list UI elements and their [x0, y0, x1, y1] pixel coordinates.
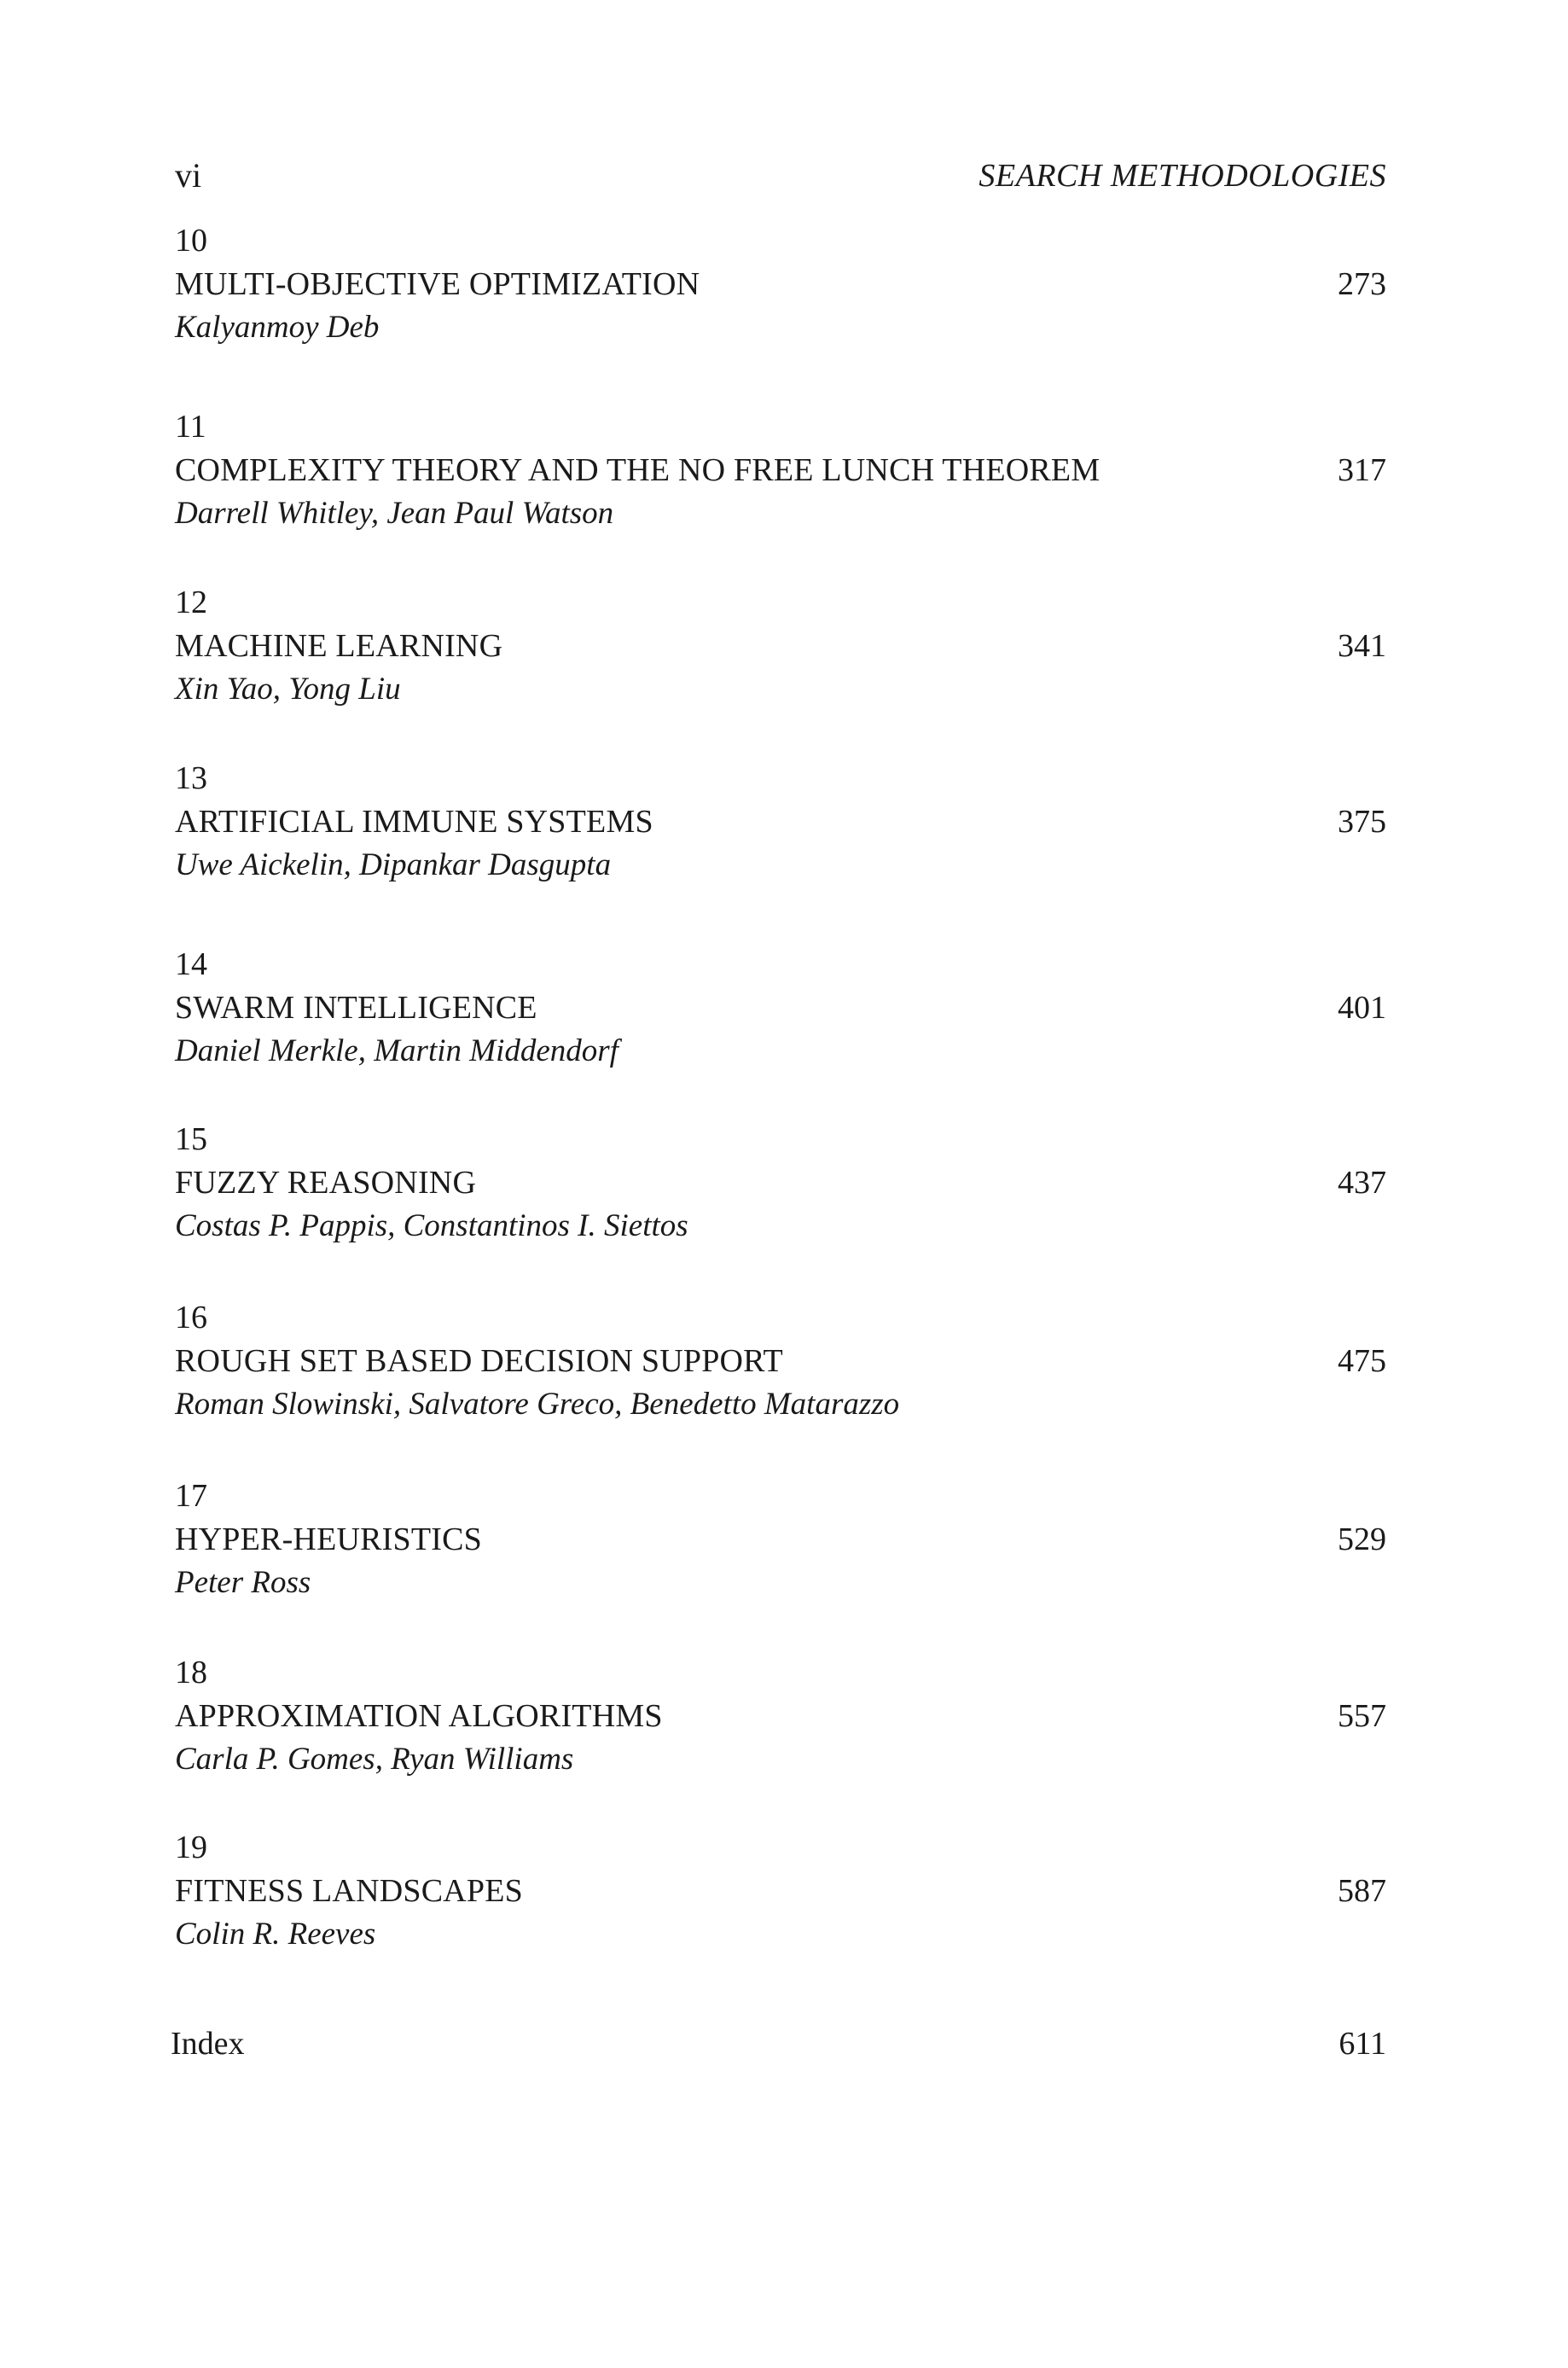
- chapter-title[interactable]: SWARM INTELLIGENCE: [175, 990, 537, 1026]
- chapter-number: 11: [175, 409, 206, 445]
- chapter-number: 12: [175, 585, 207, 620]
- chapter-authors: Kalyanmoy Deb: [175, 310, 380, 345]
- running-head: SEARCH METHODOLOGIES: [979, 158, 1386, 194]
- chapter-page: 557: [1338, 1698, 1386, 1734]
- chapter-page: 529: [1338, 1521, 1386, 1557]
- chapter-number: 19: [175, 1830, 207, 1865]
- chapter-authors: Darrell Whitley, Jean Paul Watson: [175, 496, 614, 531]
- chapter-page: 401: [1338, 990, 1386, 1026]
- chapter-number: 10: [175, 223, 207, 259]
- chapter-title[interactable]: FUZZY REASONING: [175, 1165, 477, 1201]
- chapter-authors: Xin Yao, Yong Liu: [175, 672, 401, 707]
- page-number: vi: [175, 156, 202, 195]
- toc-entry[interactable]: [175, 1651, 1386, 1788]
- chapter-number: 14: [175, 946, 207, 982]
- toc-entry[interactable]: [175, 581, 1386, 718]
- chapter-authors: Daniel Merkle, Martin Middendorf: [175, 1033, 618, 1068]
- chapter-page: 273: [1338, 266, 1386, 302]
- chapter-title[interactable]: ARTIFICIAL IMMUNE SYSTEMS: [175, 804, 653, 840]
- chapter-number: 18: [175, 1655, 207, 1690]
- chapter-number: 13: [175, 760, 207, 796]
- chapter-authors: Colin R. Reeves: [175, 1917, 376, 1952]
- toc-entry[interactable]: [175, 757, 1386, 893]
- toc-entry[interactable]: [175, 1296, 1386, 1433]
- toc-entry[interactable]: [175, 405, 1386, 542]
- chapter-title[interactable]: COMPLEXITY THEORY AND THE NO FREE LUNCH THEOREM: [175, 452, 1101, 488]
- toc-entry[interactable]: [175, 943, 1386, 1079]
- chapter-authors: Uwe Aickelin, Dipankar Dasgupta: [175, 847, 612, 882]
- index-page: 611: [1339, 2026, 1386, 2062]
- toc-entry[interactable]: [175, 1826, 1386, 1963]
- chapter-page: 341: [1338, 628, 1386, 664]
- page-header: [175, 150, 1386, 201]
- chapter-authors: Carla P. Gomes, Ryan Williams: [175, 1742, 574, 1777]
- chapter-title[interactable]: ROUGH SET BASED DECISION SUPPORT: [175, 1343, 783, 1379]
- toc-entry[interactable]: [175, 219, 1386, 356]
- chapter-page: 317: [1338, 452, 1386, 488]
- toc-entry[interactable]: [175, 1118, 1386, 1254]
- chapter-number: 15: [175, 1121, 207, 1157]
- chapter-authors: Peter Ross: [175, 1565, 311, 1600]
- chapter-page: 437: [1338, 1165, 1386, 1201]
- chapter-title[interactable]: MULTI-OBJECTIVE OPTIMIZATION: [175, 266, 700, 302]
- chapter-title[interactable]: APPROXIMATION ALGORITHMS: [175, 1698, 663, 1734]
- index-label[interactable]: Index: [171, 2026, 245, 2062]
- chapter-number: 17: [175, 1478, 207, 1514]
- chapter-authors: Costas P. Pappis, Constantinos I. Siettos: [175, 1208, 688, 1243]
- chapter-title[interactable]: FITNESS LANDSCAPES: [175, 1873, 523, 1909]
- toc-entry[interactable]: [175, 1475, 1386, 1611]
- toc-index-entry[interactable]: [171, 2020, 1386, 2068]
- chapter-page: 375: [1338, 804, 1386, 840]
- chapter-title[interactable]: MACHINE LEARNING: [175, 628, 503, 664]
- chapter-page: 475: [1338, 1343, 1386, 1379]
- chapter-page: 587: [1338, 1873, 1386, 1909]
- chapter-number: 16: [175, 1300, 207, 1335]
- chapter-title[interactable]: HYPER-HEURISTICS: [175, 1521, 483, 1557]
- chapter-authors: Roman Slowinski, Salvatore Greco, Benedetto Matarazzo: [175, 1387, 900, 1422]
